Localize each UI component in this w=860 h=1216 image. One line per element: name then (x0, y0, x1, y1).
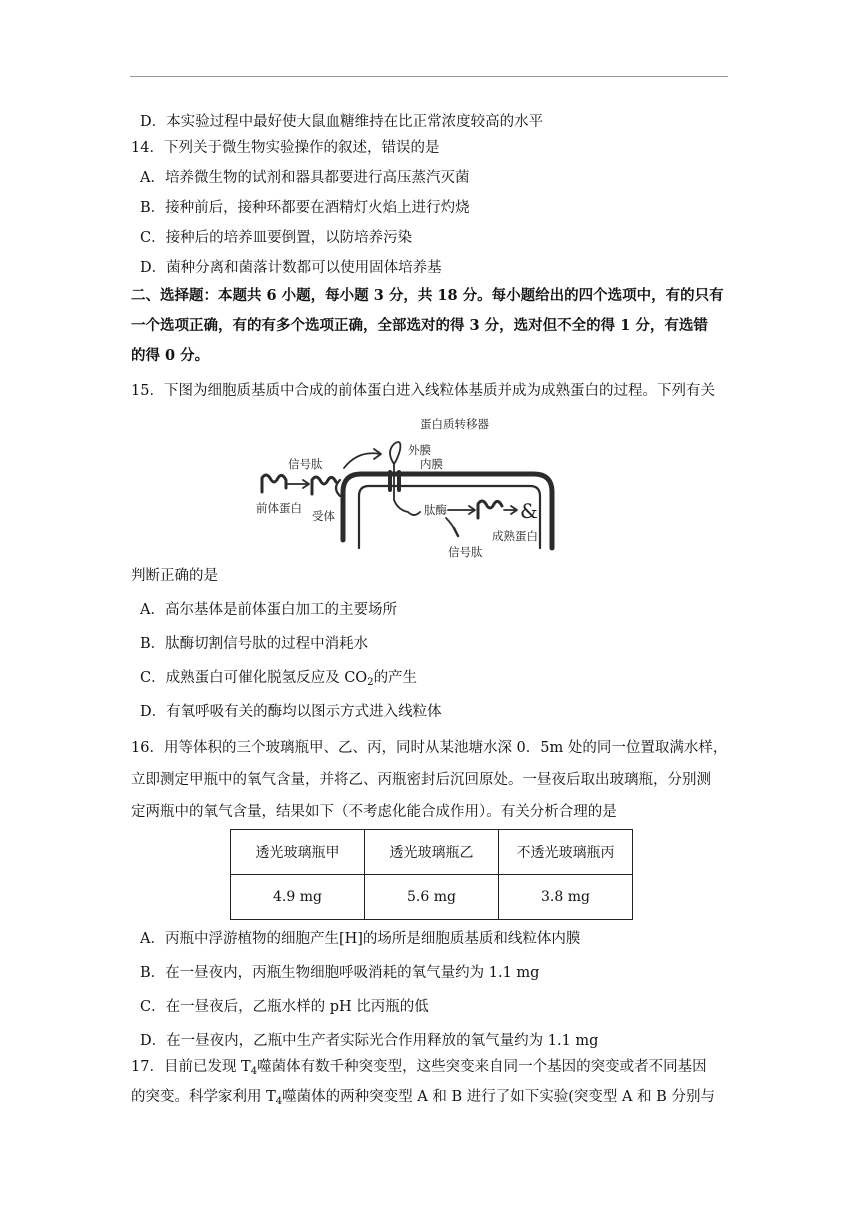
q14-option-b: B．接种前后，接种环都要在酒精灯火焰上进行灼烧 (140, 200, 470, 216)
q13-option-d: D．本实验过程中最好使大鼠血糖维持在比正常浓度较高的水平 (140, 114, 544, 130)
table-cell: 4.9 mg (231, 875, 365, 920)
q16-option-b: B．在一昼夜内，丙瓶生物细胞呼吸消耗的氧气量约为 1.1 mg (140, 965, 540, 981)
table-cell: 5.6 mg (365, 875, 499, 920)
q15-stem-1: 15．下图为细胞质基质中合成的前体蛋白进入线粒体基质并成为成熟蛋白的过程。下列有关 (131, 383, 715, 399)
table-cell: 3.8 mg (499, 875, 633, 920)
fig-label-precursor-protein: 前体蛋白 (256, 501, 302, 515)
q15-option-a: A．高尔基体是前体蛋白加工的主要场所 (140, 602, 397, 618)
q16-stem-2: 立即测定甲瓶中的氧气含量，并将乙、丙瓶密封后沉回原处。一昼夜后取出玻璃瓶，分别测 (131, 772, 711, 788)
table-row (231, 830, 633, 875)
q16-option-a: A．丙瓶中浮游植物的细胞产生[H]的场所是细胞质基质和线粒体内膜 (140, 931, 581, 947)
table-header-cell: 透光玻璃瓶甲 (231, 830, 365, 875)
section2-instructions-3: 的得 0 分。 (131, 347, 210, 364)
protein-import-figure (248, 414, 560, 566)
mature-protein-glyph: & (520, 499, 538, 523)
q14-option-c: C．接种后的培养皿要倒置，以防培养污染 (140, 230, 413, 246)
q15-option-c: C．成熟蛋白可催化脱氢反应及 $CO_2$的产生 (140, 670, 418, 688)
fig-label-signal-peptide-2: 信号肽 (448, 545, 483, 559)
q16-option-d: D．在一昼夜内，乙瓶中生产者实际光合作用释放的氧气量约为 1.1 mg (140, 1033, 599, 1049)
q15-option-d: D．有氧呼吸有关的酶均以图示方式进入线粒体 (140, 704, 442, 720)
q14-option-d: D．菌种分离和菌落计数都可以使用固体培养基 (140, 260, 442, 276)
q16-stem-3: 定两瓶中的氧气含量，结果如下（不考虑化能合成作用）。有关分析合理的是 (131, 804, 617, 820)
fig-label-receptor: 受体 (312, 509, 335, 523)
table-header-cell: 不透光玻璃瓶丙 (499, 830, 633, 875)
q16-option-c: C．在一昼夜后，乙瓶水样的 pH 比丙瓶的低 (140, 999, 429, 1015)
section2-instructions-1: 二、选择题：本题共 6 小题，每小题 3 分，共 18 分。每小题给出的四个选项中，有的只有 (131, 287, 724, 304)
table-row (231, 875, 633, 920)
fig-label-mature-protein: 成熟蛋白 (492, 529, 538, 543)
q14-option-a: A．培养微生物的试剂和器具都要进行高压蒸汽灭菌 (140, 170, 470, 186)
q14-stem: 14．下列关于微生物实验操作的叙述，错误的是 (131, 140, 440, 156)
oxygen-results-table (230, 829, 633, 920)
fig-label-outer-membrane: 外膜 (408, 443, 431, 457)
fig-label-inner-membrane: 内膜 (420, 457, 443, 471)
q15-stem-2: 判断正确的是 (131, 568, 218, 584)
q16-stem-1: 16．用等体积的三个玻璃瓶甲、乙、丙，同时从某池塘水深 0．5m 处的同一位置取满水样， (131, 740, 728, 756)
q17-stem-2: 的突变。科学家利用 $T_4$噬菌体的两种突变型 A 和 B 进行了如下实验(突变型 A 和 B 分别与 (131, 1089, 715, 1107)
fig-label-peptidase: 肽酶 (424, 503, 447, 517)
section2-instructions-2: 一个选项正确，有的有多个选项正确，全部选对的得 3 分，选对但不全的得 1 分，有选错 (131, 317, 708, 334)
fig-label-transporter: 蛋白质转移器 (420, 417, 489, 431)
q17-stem-1: 17．目前已发现 $T_4$噬菌体有数千种突变型，这些突变来自同一个基因的突变或者不同基因 (131, 1059, 707, 1077)
table-header-cell: 透光玻璃瓶乙 (365, 830, 499, 875)
header-rule (130, 76, 728, 77)
fig-label-signal-peptide-1: 信号肽 (288, 457, 323, 471)
q15-option-b: B．肽酶切割信号肽的过程中消耗水 (140, 636, 369, 652)
